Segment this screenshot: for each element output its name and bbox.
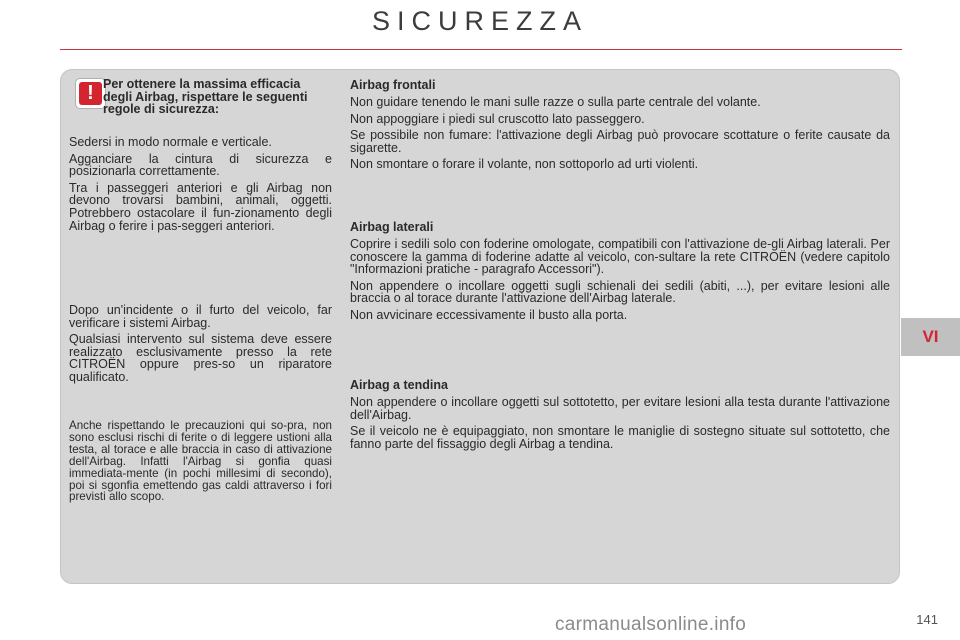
safety-rule: Sedersi in modo normale e verticale. [69,135,272,149]
warning-icon [75,78,106,109]
section-paragraph: Coprire i sedili solo con foderine omologate, compatibili con l'attivazione de-gli Airbag laterali. Per conoscere la gamma di foderine adatte al veicolo, con-sultare la rete CITROËN (vedere capitolo "Informazioni pratiche - paragrafo Accessori"). [350,237,890,277]
exclamation-icon: ! [79,82,102,105]
section-heading: Airbag laterali [350,220,434,234]
section-paragraph: Non smontare o forare il volante, non sottoporlo ad urti violenti. [350,157,699,172]
section-heading: Airbag frontali [350,78,436,92]
section-airbag-tendina [350,379,890,454]
chapter-tab-label: VI [922,327,939,346]
risk-note-text: Anche rispettando le precauzioni qui so-pra, non sono esclusi rischi di ferite o di leggere ustioni alla testa, al torace e alle braccia in caso di attivazione dell'Airbag. Infatti l'Airbag si gonfia quasi immediata-mente (in pochi millesimi di secondo), poi si sgonfia emettendo gas caldi attraverso i fori previsti allo scopo. [69,419,332,504]
title-divider [60,49,902,50]
section-airbag-frontali [350,79,890,175]
safety-rule: Tra i passeggeri anteriori e gli Airbag non devono trovarsi bambini, animali, oggetti. Potrebbero ostacolare il fun-zionamento degli Airbag o ferire i pas-seggeri anteriori. [69,180,332,233]
page-number: 141 [916,612,938,627]
after-incident-paragraph: Qualsiasi intervento sul sistema deve essere realizzato esclusivamente presso la rete CITROËN oppure pres-so un riparatore qualificato. [69,332,332,384]
section-heading: Airbag a tendina [350,378,448,392]
page-title: SICUREZZA [371,6,588,36]
risk-note [69,420,332,507]
section-paragraph: Non appendere o incollare oggetti sugli schienali dei sedili (abiti, ...), per evitare lesioni alle braccia o al torace durante l'attivazione dell'Airbag laterale. [350,278,890,306]
section-paragraph: Non avvicinare eccessivamente il busto alla porta. [350,307,628,322]
warning-heading: Per ottenere la massima efficacia degli Airbag, rispettare le seguenti regole di sicurezza: [103,77,308,116]
after-incident-list [69,304,332,388]
section-airbag-laterali [350,221,890,326]
watermark: carmanualsonline.info [555,614,747,635]
safety-rule: Agganciare la cintura di sicurezza e posizionarla correttamente. [69,151,332,179]
after-incident-paragraph: Dopo un'incidente o il furto del veicolo, far verificare i sistemi Airbag. [69,303,332,330]
section-paragraph: Se possibile non fumare: l'attivazione degli Airbag può provocare scottature o ferite causate da sigarette. [350,128,890,155]
section-paragraph: Non appoggiare i piedi sul cruscotto lato passeggero. [350,111,645,126]
section-paragraph: Se il veicolo ne è equipaggiato, non smontare le maniglie di sostegno situate sul sottotetto, che fanno parte del fissaggio degli Airbag a tendina. [350,424,890,451]
section-paragraph: Non guidare tenendo le mani sulle razze o sulla parte centrale del volante. [350,95,761,109]
section-paragraph: Non appendere o incollare oggetti sul sottotetto, per evitare lesioni alla testa durante l'attivazione dell'Airbag. [350,395,890,422]
chapter-tab [901,318,960,356]
safety-rules-list [69,136,332,236]
